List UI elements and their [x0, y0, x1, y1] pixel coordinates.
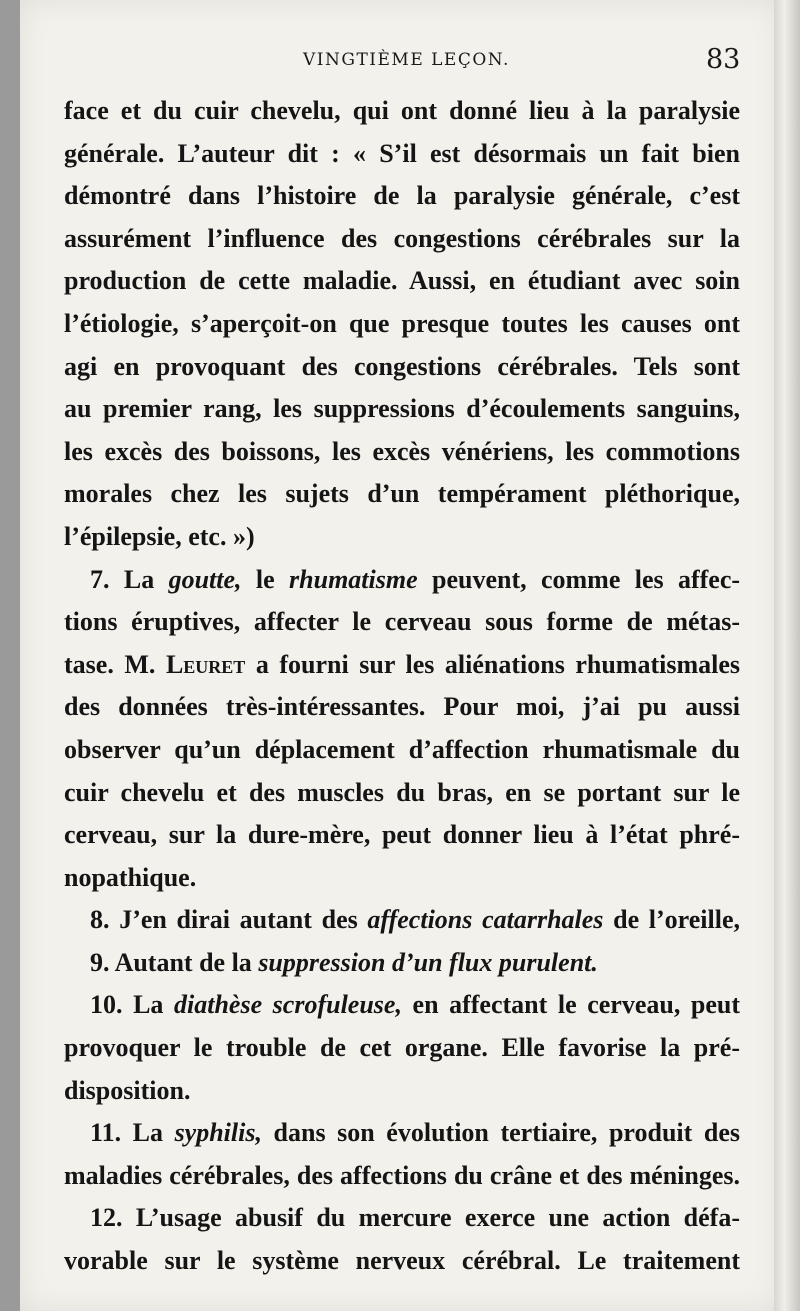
text-run: dans son évolution tertiaire, produit des	[261, 1118, 740, 1148]
italic-term: affections catarrhales	[367, 905, 604, 935]
italic-term: suppression d’un flux purulent.	[258, 947, 598, 977]
text-run: peuvent, comme les affec-	[417, 564, 741, 594]
text-line-item-7	[64, 559, 740, 602]
text-line: démontré dans l’histoire de la paralysie générale, c’est	[64, 181, 740, 211]
text-run: 9. Autant de la	[90, 947, 259, 977]
italic-term: rhumatisme	[289, 564, 418, 594]
text-run: 10. La	[90, 990, 174, 1020]
text-run: 11. La	[90, 1118, 175, 1148]
text-line	[64, 644, 740, 687]
text-line: observer qu’un déplacement d’affection rhumatismale du	[64, 734, 740, 764]
italic-term: diathèse scrofuleuse,	[174, 990, 402, 1020]
text-line-item-10	[64, 984, 740, 1027]
text-line: nopathique.	[64, 862, 197, 892]
text-run: 7. La	[90, 564, 169, 594]
text-line: les excès des boissons, les excès vénériens, les commotions	[64, 436, 740, 466]
text-line: des données très-intéressantes. Pour moi, j’ai pu aussi	[64, 692, 740, 722]
text-line: tions éruptives, affecter le cerveau sous forme de métas-	[64, 607, 740, 637]
text-run: de l’oreille,	[603, 905, 741, 935]
text-run: 8. J’en dirai autant des	[90, 905, 368, 935]
body-text	[64, 90, 740, 1283]
italic-term: syphilis,	[174, 1118, 262, 1148]
book-page	[20, 0, 780, 1311]
text-line-item-9	[64, 942, 740, 985]
text-line-item-12: 12. L’usage abusif du mercure exerce une action défa-	[90, 1203, 740, 1233]
author-name: Leuret	[165, 649, 246, 679]
text-run: tase. M.	[64, 649, 166, 679]
text-line: cerveau, sur la dure-mère, peut donner lieu à l’état phré-	[64, 820, 740, 850]
text-line: au premier rang, les suppressions d’écoulements sanguins,	[64, 394, 740, 424]
text-line: maladies cérébrales, des affections du crâne et des méninges.	[64, 1160, 740, 1190]
text-line: cuir chevelu et des muscles du bras, en se portant sur le	[64, 777, 740, 807]
text-line: provoquer le trouble de cet organe. Elle favorise la pré-	[64, 1033, 740, 1063]
text-line: production de cette maladie. Aussi, en étudiant avec soin	[64, 266, 740, 296]
text-run: a fourni sur les aliénations rhumatismales	[245, 649, 741, 679]
text-run: en affectant le cerveau, peut	[401, 990, 741, 1020]
text-line-item-11	[64, 1112, 740, 1155]
text-line: face et du cuir chevelu, qui ont donné lieu à la paralysie	[64, 96, 740, 125]
text-line: morales chez les sujets d’un tempérament pléthorique,	[64, 479, 740, 509]
page-edge	[774, 0, 800, 1311]
text-line: l’épilepsie, etc. »)	[64, 521, 255, 551]
text-line: vorable sur le système nerveux cérébral. Le traitement	[64, 1246, 740, 1276]
running-head: VINGTIÈME LEÇON.	[303, 50, 510, 70]
text-line: générale. L’auteur dit : « S’il est désormais un fait bien	[64, 138, 740, 168]
text-line: disposition.	[64, 1075, 191, 1105]
text-line-item-8	[64, 899, 740, 942]
text-line: assurément l’influence des congestions cérébrales sur la	[64, 223, 740, 253]
text-line: agi en provoquant des congestions cérébrales. Tels sont	[64, 351, 740, 381]
text-run: le	[241, 564, 290, 594]
page-number: 83	[706, 44, 741, 75]
italic-term: goutte,	[168, 564, 242, 594]
page-header	[20, 44, 780, 84]
text-line: l’étiologie, s’aperçoit-on que presque toutes les causes ont	[64, 308, 740, 338]
